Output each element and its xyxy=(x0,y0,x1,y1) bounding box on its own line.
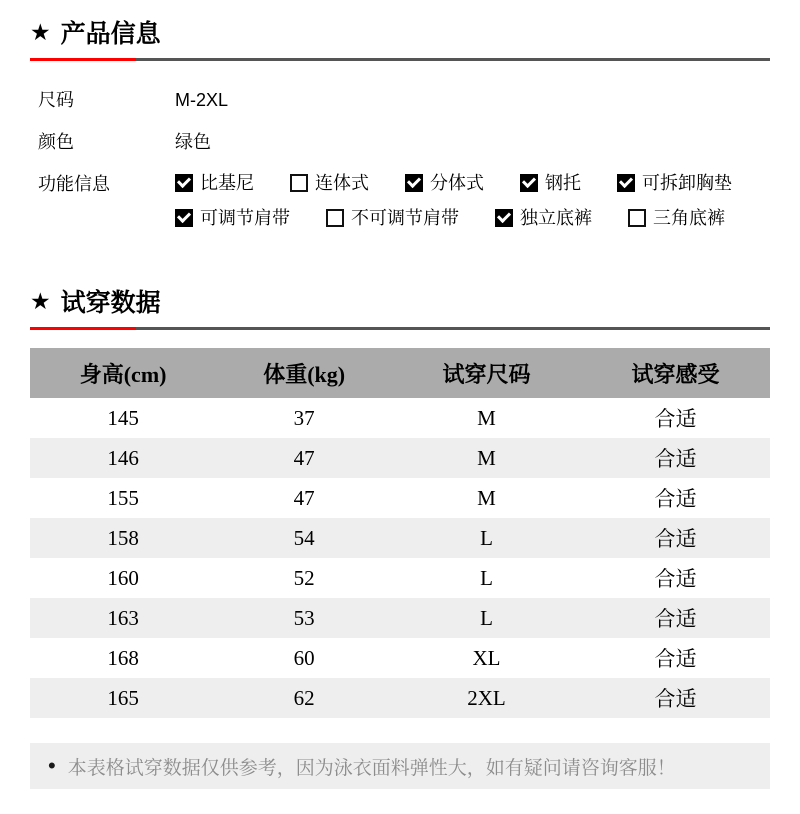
table-cell: 158 xyxy=(107,525,139,550)
table-cell: 155 xyxy=(107,485,139,510)
feature-label: 独立底裤 xyxy=(520,208,592,228)
feature-label: 钢托 xyxy=(545,173,581,193)
fitting-table-head xyxy=(30,348,770,398)
product-fields xyxy=(0,91,800,227)
size-value: M-2XL xyxy=(175,90,229,110)
table-cell: 合适 xyxy=(654,567,697,591)
table-header-feel: 试穿感受 xyxy=(581,348,770,398)
field-row-size xyxy=(0,91,800,109)
feature-label: 不可调节肩带 xyxy=(351,208,459,228)
table-cell: 60 xyxy=(293,645,315,670)
checkbox-checked-icon[interactable] xyxy=(617,174,635,192)
table-row xyxy=(30,518,770,558)
checkbox-unchecked-icon[interactable] xyxy=(628,209,646,227)
feature-label: 三角底裤 xyxy=(653,208,725,228)
fitting-data-heading xyxy=(0,283,800,319)
table-row xyxy=(30,598,770,638)
table-cell: L xyxy=(480,565,493,590)
product-info-title: 产品信息 xyxy=(60,20,161,48)
table-cell: 2XL xyxy=(467,685,506,710)
feature-item xyxy=(628,209,725,227)
star-icon: ★ xyxy=(30,18,51,45)
feature-item xyxy=(175,174,254,192)
table-cell: 合适 xyxy=(654,487,697,511)
checkbox-unchecked-icon[interactable] xyxy=(290,174,308,192)
table-cell: 合适 xyxy=(654,687,697,711)
fitting-table xyxy=(30,348,770,718)
checkbox-unchecked-icon[interactable] xyxy=(326,209,344,227)
checkbox-checked-icon[interactable] xyxy=(520,174,538,192)
divider xyxy=(30,327,770,330)
feature-label: 分体式 xyxy=(430,173,484,193)
table-cell: 54 xyxy=(293,525,315,550)
table-cell: 146 xyxy=(107,445,139,470)
table-cell: M xyxy=(477,485,496,510)
table-row xyxy=(30,478,770,518)
note-text: 本表格试穿数据仅供参考，因为泳衣面料弹性大，如有疑问请咨询客服！ xyxy=(67,757,676,779)
product-detail-page xyxy=(0,14,800,789)
table-cell: 168 xyxy=(107,645,139,670)
color-value: 绿色 xyxy=(175,132,211,152)
table-cell: 160 xyxy=(107,565,139,590)
table-cell: 62 xyxy=(293,685,315,710)
table-row xyxy=(30,438,770,478)
field-row-color xyxy=(0,133,800,151)
field-row-features xyxy=(0,175,800,227)
table-cell: L xyxy=(480,525,493,550)
feature-label: 比基尼 xyxy=(200,173,254,193)
table-cell: 47 xyxy=(293,445,315,470)
table-cell: 合适 xyxy=(654,607,697,631)
table-cell: 53 xyxy=(293,605,315,630)
table-row xyxy=(30,398,770,438)
divider xyxy=(30,58,770,61)
divider-accent xyxy=(30,58,136,61)
color-label: 颜色 xyxy=(38,132,74,152)
table-cell: L xyxy=(480,605,493,630)
table-header-height: 身高(cm) xyxy=(30,348,216,398)
table-cell: 52 xyxy=(293,565,315,590)
table-cell: 合适 xyxy=(654,407,697,431)
table-header-size: 试穿尺码 xyxy=(392,348,581,398)
divider-accent xyxy=(30,327,136,330)
size-label: 尺码 xyxy=(38,90,74,110)
feature-item xyxy=(520,174,581,192)
feature-label: 连体式 xyxy=(315,173,369,193)
features-label: 功能信息 xyxy=(38,174,110,194)
table-cell: 合适 xyxy=(654,647,697,671)
table-cell: M xyxy=(477,405,496,430)
table-cell: XL xyxy=(472,645,501,670)
feature-item xyxy=(617,174,732,192)
fitting-table-body xyxy=(30,398,770,718)
table-cell: M xyxy=(477,445,496,470)
divider-rest xyxy=(136,327,770,330)
table-cell: 47 xyxy=(293,485,315,510)
table-header-weight: 体重(kg) xyxy=(216,348,392,398)
feature-line xyxy=(175,209,732,227)
checkbox-checked-icon[interactable] xyxy=(405,174,423,192)
table-row xyxy=(30,558,770,598)
divider-rest xyxy=(136,58,770,61)
feature-item xyxy=(326,209,459,227)
feature-item xyxy=(175,209,290,227)
feature-item xyxy=(405,174,484,192)
bullet-icon: • xyxy=(48,753,56,778)
feature-label: 可调节肩带 xyxy=(200,208,290,228)
feature-item xyxy=(290,174,369,192)
table-cell: 145 xyxy=(107,405,139,430)
note-bar xyxy=(30,743,770,789)
table-cell: 合适 xyxy=(654,527,697,551)
table-row xyxy=(30,638,770,678)
table-cell: 37 xyxy=(293,405,315,430)
table-header-row xyxy=(30,348,770,398)
feature-item xyxy=(495,209,592,227)
fitting-data-title: 试穿数据 xyxy=(60,289,161,317)
checkbox-checked-icon[interactable] xyxy=(175,209,193,227)
product-info-heading xyxy=(0,14,800,50)
checkbox-checked-icon[interactable] xyxy=(495,209,513,227)
star-icon: ★ xyxy=(30,287,51,314)
feature-rows xyxy=(175,174,732,227)
table-cell: 163 xyxy=(107,605,139,630)
checkbox-checked-icon[interactable] xyxy=(175,174,193,192)
table-cell: 合适 xyxy=(654,447,697,471)
table-row xyxy=(30,678,770,718)
feature-line xyxy=(175,174,732,192)
table-cell: 165 xyxy=(107,685,139,710)
feature-label: 可拆卸胸垫 xyxy=(642,173,732,193)
